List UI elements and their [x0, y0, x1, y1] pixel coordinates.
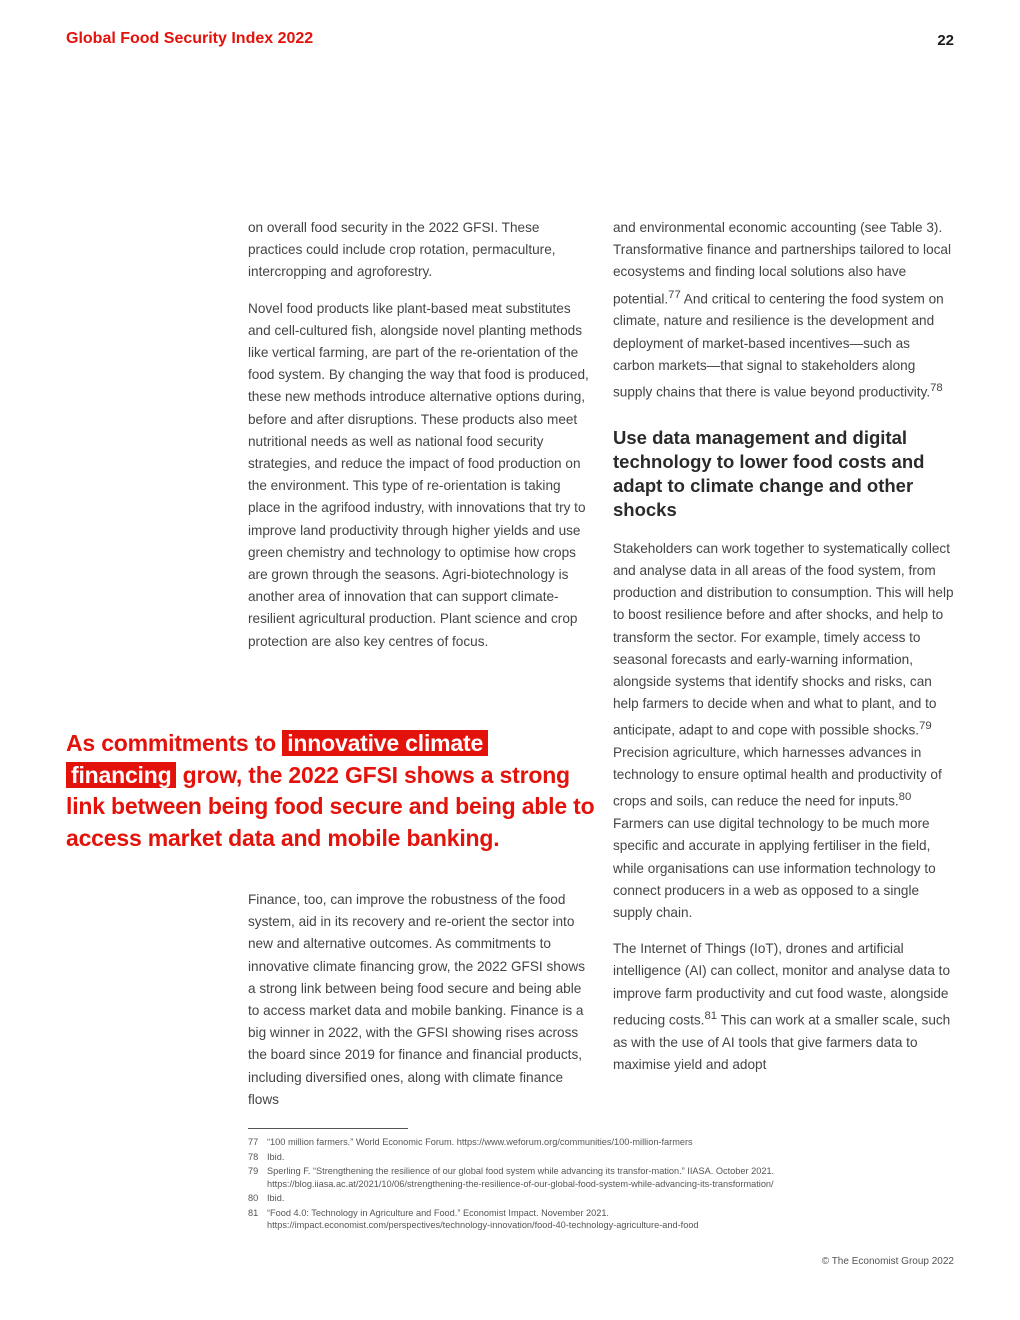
paragraph-text: And critical to centering the food system on climate, nature and resilience is the development and deployment of market-based incentives—such as carbon markets—that signal to stakeholders along supply chains that there is value beyond productivity. [613, 291, 944, 400]
paragraph-text: The Internet of Things (IoT), drones and artificial intelligence (AI) can collect, monitor and analyse data to improve farm productivity and cut food waste, alongside reducing costs. [613, 941, 951, 1028]
footnote-number: 81 [248, 1207, 259, 1218]
footnote-text: “100 million farmers.” World Economic Forum. https://www.weforum.org/communities/100-million-farmers [267, 1137, 693, 1147]
right-column [613, 217, 955, 1090]
pull-quote-text: As commitments to [66, 730, 277, 756]
page-number: 22 [937, 32, 954, 49]
footnote-ref: 79 [919, 720, 932, 733]
left-column-bottom [248, 889, 592, 1125]
paragraph-text: Stakeholders can work together to systematically collect and analyse data in all areas of the food system, from production and distribution to consumption. This will help to boost resilience before and after shocks, and help to transform the sector. For example, timely access to seasonal forecasts and early-warning information, alongside systems that identify shocks and risks, can help farmers to decide when and what to plant, and to anticipate, adapt to and cope with possible shocks. [613, 540, 954, 738]
footnote-ref: 81 [704, 1009, 718, 1022]
footnote-ref: 77 [668, 288, 681, 301]
footnote-divider [248, 1128, 408, 1129]
body-paragraph: Finance, too, can improve the robustness of the food system, aid in its recovery and re-orient the sector into new and alternative outcomes. As commitments to innovative climate financing grow, the 2022 GFSI shows a strong link between being food secure and being able to access market data and mobile banking. Finance is a big winner in 2022, with the GFSI showing rises across the board since 2019 for finance and financial products, including diversified ones, along with climate finance flows [248, 892, 586, 1107]
paragraph-text: Farmers can use digital technology to be much more specific and accurate in applying fertiliser in the field, while organisations can use information technology to connect producers in a web as opposed to a single supply chain. [613, 816, 936, 920]
footnote-number: 79 [248, 1166, 259, 1176]
footnote-ref: 80 [898, 791, 912, 804]
body-paragraph: Novel food products like plant-based meat substitutes and cell-cultured fish, alongside novel planting methods like vertical farming, are part of the re-orientation of the food system. By changing the way that food is produced, these new methods introduce alternative options during, before and after disruptions. These products also meet nutritional needs as well as national food security strategies, and reduce the impact of food production on the environment. This type of re-orientation is taking place in the agrifood industry, with innovations that try to improve land productivity through higher yields and use green chemistry and technology to optimise how crops are grown through the seasons. Agri-biotechnology is another area of innovation that can support climate-resilient agricultural production. Plant science and crop protection are also key centres of focus. [248, 300, 589, 649]
body-paragraph: on overall food security in the 2022 GFSI. These practices could include crop rotation, permaculture, intercropping and agroforestry. [248, 220, 556, 280]
footnote-text: Sperling F. “Strengthening the resilience of our global food system while advancing its transfor-mation.” IIASA. October 2021. [267, 1166, 775, 1176]
footnote [248, 1151, 948, 1164]
header-title: Global Food Security Index 2022 [66, 30, 314, 47]
footnote [248, 1207, 948, 1232]
footnote [248, 1192, 948, 1205]
body-paragraph [613, 217, 955, 404]
body-paragraph [613, 938, 955, 1076]
pull-quote-highlight: innovative climate [282, 730, 488, 756]
body-paragraph [613, 538, 955, 925]
footnote-text: “Food 4.0: Technology in Agriculture and Food.” Economist Impact. November 2021. [267, 1207, 609, 1218]
pull-quote [66, 728, 596, 854]
footnote [248, 1136, 948, 1149]
footnote-text: Ibid. [267, 1193, 285, 1203]
section-subhead: Use data management and digital technology to lower food costs and adapt to climate change and other shocks [613, 426, 925, 520]
left-column-top [248, 217, 592, 667]
footnote-number: 78 [248, 1151, 259, 1162]
footnote-ref: 78 [930, 381, 943, 394]
footnote [248, 1165, 948, 1190]
paragraph-text: This can work at a smaller scale, such as with the use of AI tools that give farmers data to maximise yield and adopt [613, 1012, 951, 1072]
footnote-link[interactable]: https://impact.economist.com/perspectives/technology-innovation/food-40-technology-agriculture-and-food [267, 1220, 699, 1230]
copyright: © The Economist Group 2022 [821, 1256, 954, 1267]
paragraph-text: and environmental economic accounting (see Table 3). Transformative finance and partnerships tailored to local ecosystems and finding local solutions also have potential. [613, 220, 952, 307]
footnote-link[interactable]: https://blog.iiasa.ac.at/2021/10/06/strengthening-the-resilience-of-our-global-food-system-while-advancing-its-transformation/ [267, 1178, 774, 1189]
footnote-number: 80 [248, 1193, 259, 1203]
pull-quote-text: grow, the 2022 GFSI shows a strong link between being food secure and being able to access market data and mobile banking. [66, 761, 595, 851]
footnote-text: Ibid. [267, 1151, 285, 1162]
pull-quote-highlight: financing [66, 762, 176, 788]
footnotes [248, 1136, 948, 1234]
footnote-number: 77 [248, 1137, 259, 1147]
paragraph-text: Precision agriculture, which harnesses advances in technology to ensure optimal health and productivity of crops and soils, can reduce the need for inputs. [613, 745, 942, 809]
